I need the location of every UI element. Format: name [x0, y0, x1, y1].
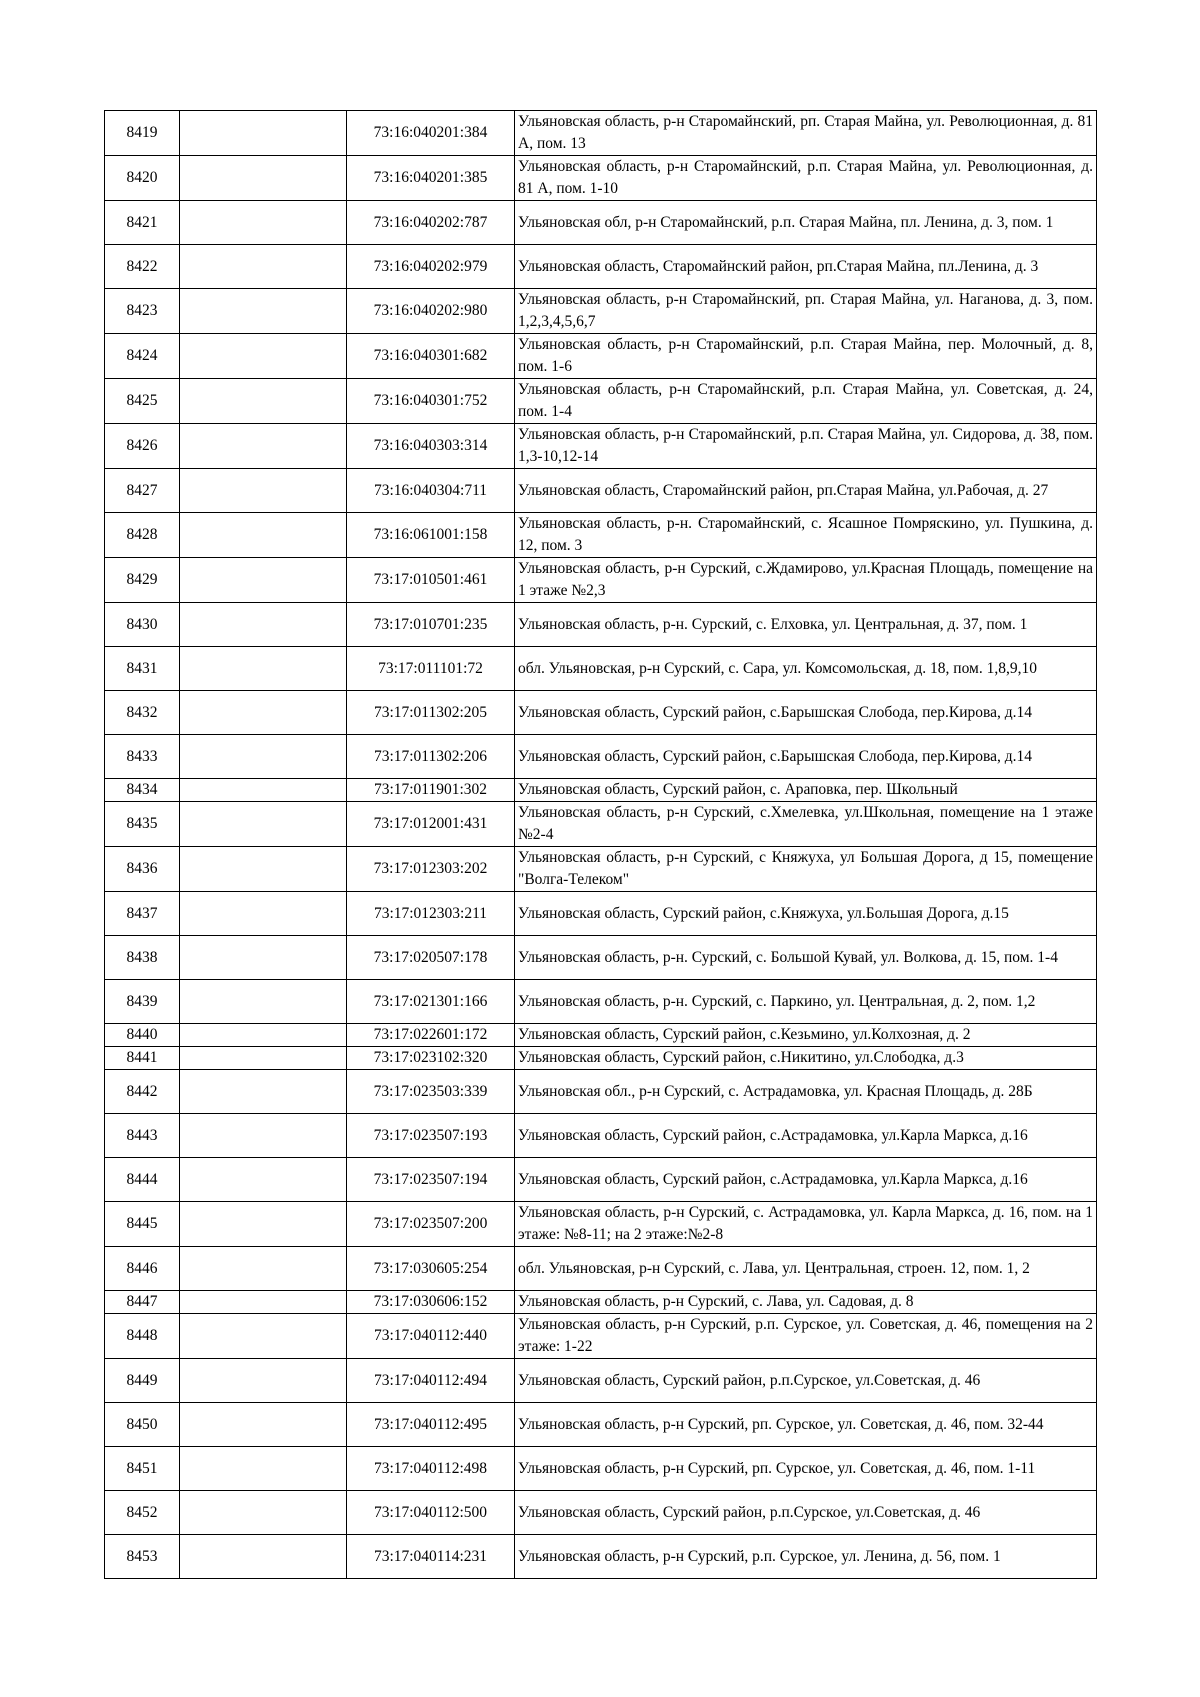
row-number-cell: 8434: [105, 779, 180, 802]
table-row: [105, 779, 1097, 802]
cadastral-number-cell: 73:17:023507:193: [347, 1114, 515, 1158]
cadastral-number-cell: 73:17:030606:152: [347, 1291, 515, 1314]
table-row: [105, 379, 1097, 424]
cadastral-number-cell: 73:17:030605:254: [347, 1247, 515, 1291]
table-row: [105, 513, 1097, 558]
address-cell: Ульяновская обл., р-н Сурский, с. Астрадамовка, ул. Красная Площадь, д. 28Б: [515, 1070, 1097, 1114]
empty-cell: [180, 469, 347, 513]
cadastral-number-cell: 73:17:023507:194: [347, 1158, 515, 1202]
empty-cell: [180, 603, 347, 647]
cadastral-number-cell: 73:17:040112:500: [347, 1491, 515, 1535]
table-row: [105, 1403, 1097, 1447]
address-cell: Ульяновская область, Сурский район, с.Никитино, ул.Слободка, д.3: [515, 1047, 1097, 1070]
address-cell: Ульяновская область, р-н Сурский, с Княжуха, ул Большая Дорога, д 15, помещение "Волга-Телеком": [515, 847, 1097, 892]
address-cell: Ульяновская область, р-н Старомайнский, р.п. Старая Майна, ул. Советская, д. 24, пом. 1-4: [515, 379, 1097, 424]
table-row: [105, 1202, 1097, 1247]
table-row: [105, 289, 1097, 334]
table-row: [105, 156, 1097, 201]
table-row: [105, 647, 1097, 691]
table-row: [105, 1070, 1097, 1114]
cadastral-number-cell: 73:17:040112:495: [347, 1403, 515, 1447]
address-cell: Ульяновская область, Сурский район, с.Княжуха, ул.Большая Дорога, д.15: [515, 892, 1097, 936]
cadastral-number-cell: 73:17:010501:461: [347, 558, 515, 603]
table-row: [105, 1535, 1097, 1579]
address-cell: Ульяновская область, Сурский район, с.Астрадамовка, ул.Карла Маркса, д.16: [515, 1158, 1097, 1202]
table-row: [105, 691, 1097, 735]
empty-cell: [180, 1114, 347, 1158]
cadastral-number-cell: 73:16:040201:385: [347, 156, 515, 201]
address-cell: Ульяновская область, р-н Сурский, с. Астрадамовка, ул. Карла Маркса, д. 16, пом. на 1 этаже: №8-11; на 2 этаже:№2-8: [515, 1202, 1097, 1247]
empty-cell: [180, 513, 347, 558]
cadastral-number-cell: 73:17:023507:200: [347, 1202, 515, 1247]
empty-cell: [180, 691, 347, 735]
table-row: [105, 802, 1097, 847]
row-number-cell: 8432: [105, 691, 180, 735]
table-row: [105, 1247, 1097, 1291]
empty-cell: [180, 111, 347, 156]
empty-cell: [180, 1447, 347, 1491]
address-cell: Ульяновская область, р-н Старомайнский, р.п. Старая Майна, ул. Сидорова, д. 38, пом. 1,3-10,12-14: [515, 424, 1097, 469]
empty-cell: [180, 245, 347, 289]
address-cell: Ульяновская область, р-н Сурский, р.п. Сурское, ул. Ленина, д. 56, пом. 1: [515, 1535, 1097, 1579]
address-cell: Ульяновская область, р-н Старомайнский, р.п. Старая Майна, ул. Революционная, д. 81 А, пом. 1-10: [515, 156, 1097, 201]
empty-cell: [180, 779, 347, 802]
row-number-cell: 8444: [105, 1158, 180, 1202]
address-cell: Ульяновская область, Сурский район, с.Барышская Слобода, пер.Кирова, д.14: [515, 735, 1097, 779]
table-row: [105, 892, 1097, 936]
row-number-cell: 8437: [105, 892, 180, 936]
cadastral-number-cell: 73:17:010701:235: [347, 603, 515, 647]
row-number-cell: 8448: [105, 1314, 180, 1359]
empty-cell: [180, 424, 347, 469]
row-number-cell: 8430: [105, 603, 180, 647]
empty-cell: [180, 892, 347, 936]
empty-cell: [180, 201, 347, 245]
row-number-cell: 8423: [105, 289, 180, 334]
row-number-cell: 8435: [105, 802, 180, 847]
empty-cell: [180, 289, 347, 334]
address-cell: Ульяновская область, Сурский район, с.Астрадамовка, ул.Карла Маркса, д.16: [515, 1114, 1097, 1158]
address-cell: обл. Ульяновская, р-н Сурский, с. Сара, ул. Комсомольская, д. 18, пом. 1,8,9,10: [515, 647, 1097, 691]
cadastral-number-cell: 73:16:040202:980: [347, 289, 515, 334]
cadastral-number-cell: 73:17:011901:302: [347, 779, 515, 802]
cadastral-number-cell: 73:17:023102:320: [347, 1047, 515, 1070]
empty-cell: [180, 802, 347, 847]
cadastral-number-cell: 73:17:021301:166: [347, 980, 515, 1024]
table-row: [105, 735, 1097, 779]
cadastral-number-cell: 73:16:040202:979: [347, 245, 515, 289]
empty-cell: [180, 936, 347, 980]
row-number-cell: 8424: [105, 334, 180, 379]
table-row: [105, 1314, 1097, 1359]
address-cell: Ульяновская область, р-н Сурский, с.Ждамирово, ул.Красная Площадь, помещение на 1 этаже №2,3: [515, 558, 1097, 603]
address-cell: Ульяновская обл, р-н Старомайнский, р.п. Старая Майна, пл. Ленина, д. 3, пом. 1: [515, 201, 1097, 245]
address-cell: Ульяновская область, р-н. Сурский, с. Елховка, ул. Центральная, д. 37, пом. 1: [515, 603, 1097, 647]
address-cell: Ульяновская область, р-н Сурский, рп. Сурское, ул. Советская, д. 46, пом. 32-44: [515, 1403, 1097, 1447]
table-row: [105, 1047, 1097, 1070]
row-number-cell: 8438: [105, 936, 180, 980]
table-row: [105, 980, 1097, 1024]
table-row: [105, 1158, 1097, 1202]
table-row: [105, 334, 1097, 379]
row-number-cell: 8440: [105, 1024, 180, 1047]
table-row: [105, 424, 1097, 469]
address-cell: Ульяновская область, р-н Старомайнский, р.п. Старая Майна, пер. Молочный, д. 8, пом. 1-6: [515, 334, 1097, 379]
row-number-cell: 8426: [105, 424, 180, 469]
address-cell: Ульяновская область, р-н. Старомайнский, с. Ясашное Помряскино, ул. Пушкина, д. 12, пом. 3: [515, 513, 1097, 558]
table-row: [105, 936, 1097, 980]
empty-cell: [180, 334, 347, 379]
row-number-cell: 8443: [105, 1114, 180, 1158]
empty-cell: [180, 1247, 347, 1291]
address-cell: Ульяновская область, Сурский район, р.п.Сурское, ул.Советская, д. 46: [515, 1359, 1097, 1403]
cadastral-number-cell: 73:17:040112:440: [347, 1314, 515, 1359]
row-number-cell: 8425: [105, 379, 180, 424]
empty-cell: [180, 379, 347, 424]
empty-cell: [180, 1070, 347, 1114]
address-cell: Ульяновская область, Сурский район, с.Кезьмино, ул.Колхозная, д. 2: [515, 1024, 1097, 1047]
empty-cell: [180, 558, 347, 603]
row-number-cell: 8427: [105, 469, 180, 513]
table-row: [105, 1114, 1097, 1158]
empty-cell: [180, 156, 347, 201]
address-cell: Ульяновская область, р-н Сурский, с.Хмелевка, ул.Школьная, помещение на 1 этаже №2-4: [515, 802, 1097, 847]
table-row: [105, 1447, 1097, 1491]
table-row: [105, 111, 1097, 156]
row-number-cell: 8428: [105, 513, 180, 558]
cadastral-number-cell: 73:17:011302:205: [347, 691, 515, 735]
address-cell: Ульяновская область, Сурский район, р.п.Сурское, ул.Советская, д. 46: [515, 1491, 1097, 1535]
cadastral-number-cell: 73:17:040112:498: [347, 1447, 515, 1491]
empty-cell: [180, 1024, 347, 1047]
empty-cell: [180, 980, 347, 1024]
address-cell: Ульяновская область, р-н Сурский, р.п. Сурское, ул. Советская, д. 46, помещения на 2 этаже: 1-22: [515, 1314, 1097, 1359]
table-row: [105, 558, 1097, 603]
cadastral-number-cell: 73:16:040202:787: [347, 201, 515, 245]
empty-cell: [180, 1359, 347, 1403]
table-row: [105, 469, 1097, 513]
address-cell: обл. Ульяновская, р-н Сурский, с. Лава, ул. Центральная, строен. 12, пом. 1, 2: [515, 1247, 1097, 1291]
row-number-cell: 8445: [105, 1202, 180, 1247]
cadastral-number-cell: 73:17:012303:211: [347, 892, 515, 936]
row-number-cell: 8441: [105, 1047, 180, 1070]
table-row: [105, 245, 1097, 289]
row-number-cell: 8449: [105, 1359, 180, 1403]
registry-table-body: [105, 111, 1097, 1579]
row-number-cell: 8442: [105, 1070, 180, 1114]
table-row: [105, 603, 1097, 647]
cadastral-number-cell: 73:16:040301:682: [347, 334, 515, 379]
address-cell: Ульяновская область, р-н Сурский, с. Лава, ул. Садовая, д. 8: [515, 1291, 1097, 1314]
cadastral-number-cell: 73:16:040304:711: [347, 469, 515, 513]
row-number-cell: 8451: [105, 1447, 180, 1491]
cadastral-number-cell: 73:17:011101:72: [347, 647, 515, 691]
registry-table: [104, 110, 1097, 1579]
cadastral-number-cell: 73:17:020507:178: [347, 936, 515, 980]
empty-cell: [180, 1047, 347, 1070]
row-number-cell: 8420: [105, 156, 180, 201]
address-cell: Ульяновская область, р-н. Сурский, с. Паркино, ул. Центральная, д. 2, пом. 1,2: [515, 980, 1097, 1024]
table-row: [105, 1491, 1097, 1535]
empty-cell: [180, 1314, 347, 1359]
empty-cell: [180, 1202, 347, 1247]
address-cell: Ульяновская область, Старомайнский район, рп.Старая Майна, пл.Ленина, д. 3: [515, 245, 1097, 289]
cadastral-number-cell: 73:17:011302:206: [347, 735, 515, 779]
cadastral-number-cell: 73:16:040301:752: [347, 379, 515, 424]
row-number-cell: 8453: [105, 1535, 180, 1579]
address-cell: Ульяновская область, р-н Старомайнский, рп. Старая Майна, ул. Наганова, д. 3, пом. 1,2,3,4,5,6,7: [515, 289, 1097, 334]
row-number-cell: 8450: [105, 1403, 180, 1447]
cadastral-number-cell: 73:17:040112:494: [347, 1359, 515, 1403]
table-row: [105, 1024, 1097, 1047]
cadastral-number-cell: 73:16:040201:384: [347, 111, 515, 156]
row-number-cell: 8419: [105, 111, 180, 156]
row-number-cell: 8446: [105, 1247, 180, 1291]
address-cell: Ульяновская область, Сурский район, с. Араповка, пер. Школьный: [515, 779, 1097, 802]
table-row: [105, 1291, 1097, 1314]
cadastral-number-cell: 73:16:061001:158: [347, 513, 515, 558]
empty-cell: [180, 847, 347, 892]
row-number-cell: 8433: [105, 735, 180, 779]
address-cell: Ульяновская область, Сурский район, с.Барышская Слобода, пер.Кирова, д.14: [515, 691, 1097, 735]
row-number-cell: 8421: [105, 201, 180, 245]
address-cell: Ульяновская область, р-н Старомайнский, рп. Старая Майна, ул. Революционная, д. 81 А, пом. 13: [515, 111, 1097, 156]
row-number-cell: 8429: [105, 558, 180, 603]
row-number-cell: 8422: [105, 245, 180, 289]
address-cell: Ульяновская область, р-н Сурский, рп. Сурское, ул. Советская, д. 46, пом. 1-11: [515, 1447, 1097, 1491]
table-row: [105, 201, 1097, 245]
empty-cell: [180, 1403, 347, 1447]
cadastral-number-cell: 73:16:040303:314: [347, 424, 515, 469]
cadastral-number-cell: 73:17:040114:231: [347, 1535, 515, 1579]
row-number-cell: 8447: [105, 1291, 180, 1314]
cadastral-number-cell: 73:17:023503:339: [347, 1070, 515, 1114]
empty-cell: [180, 1291, 347, 1314]
empty-cell: [180, 647, 347, 691]
row-number-cell: 8436: [105, 847, 180, 892]
address-cell: Ульяновская область, Старомайнский район, рп.Старая Майна, ул.Рабочая, д. 27: [515, 469, 1097, 513]
empty-cell: [180, 1158, 347, 1202]
table-row: [105, 847, 1097, 892]
row-number-cell: 8452: [105, 1491, 180, 1535]
cadastral-number-cell: 73:17:012303:202: [347, 847, 515, 892]
cadastral-number-cell: 73:17:022601:172: [347, 1024, 515, 1047]
empty-cell: [180, 735, 347, 779]
empty-cell: [180, 1491, 347, 1535]
empty-cell: [180, 1535, 347, 1579]
table-row: [105, 1359, 1097, 1403]
address-cell: Ульяновская область, р-н. Сурский, с. Большой Кувай, ул. Волкова, д. 15, пом. 1-4: [515, 936, 1097, 980]
row-number-cell: 8439: [105, 980, 180, 1024]
row-number-cell: 8431: [105, 647, 180, 691]
cadastral-number-cell: 73:17:012001:431: [347, 802, 515, 847]
